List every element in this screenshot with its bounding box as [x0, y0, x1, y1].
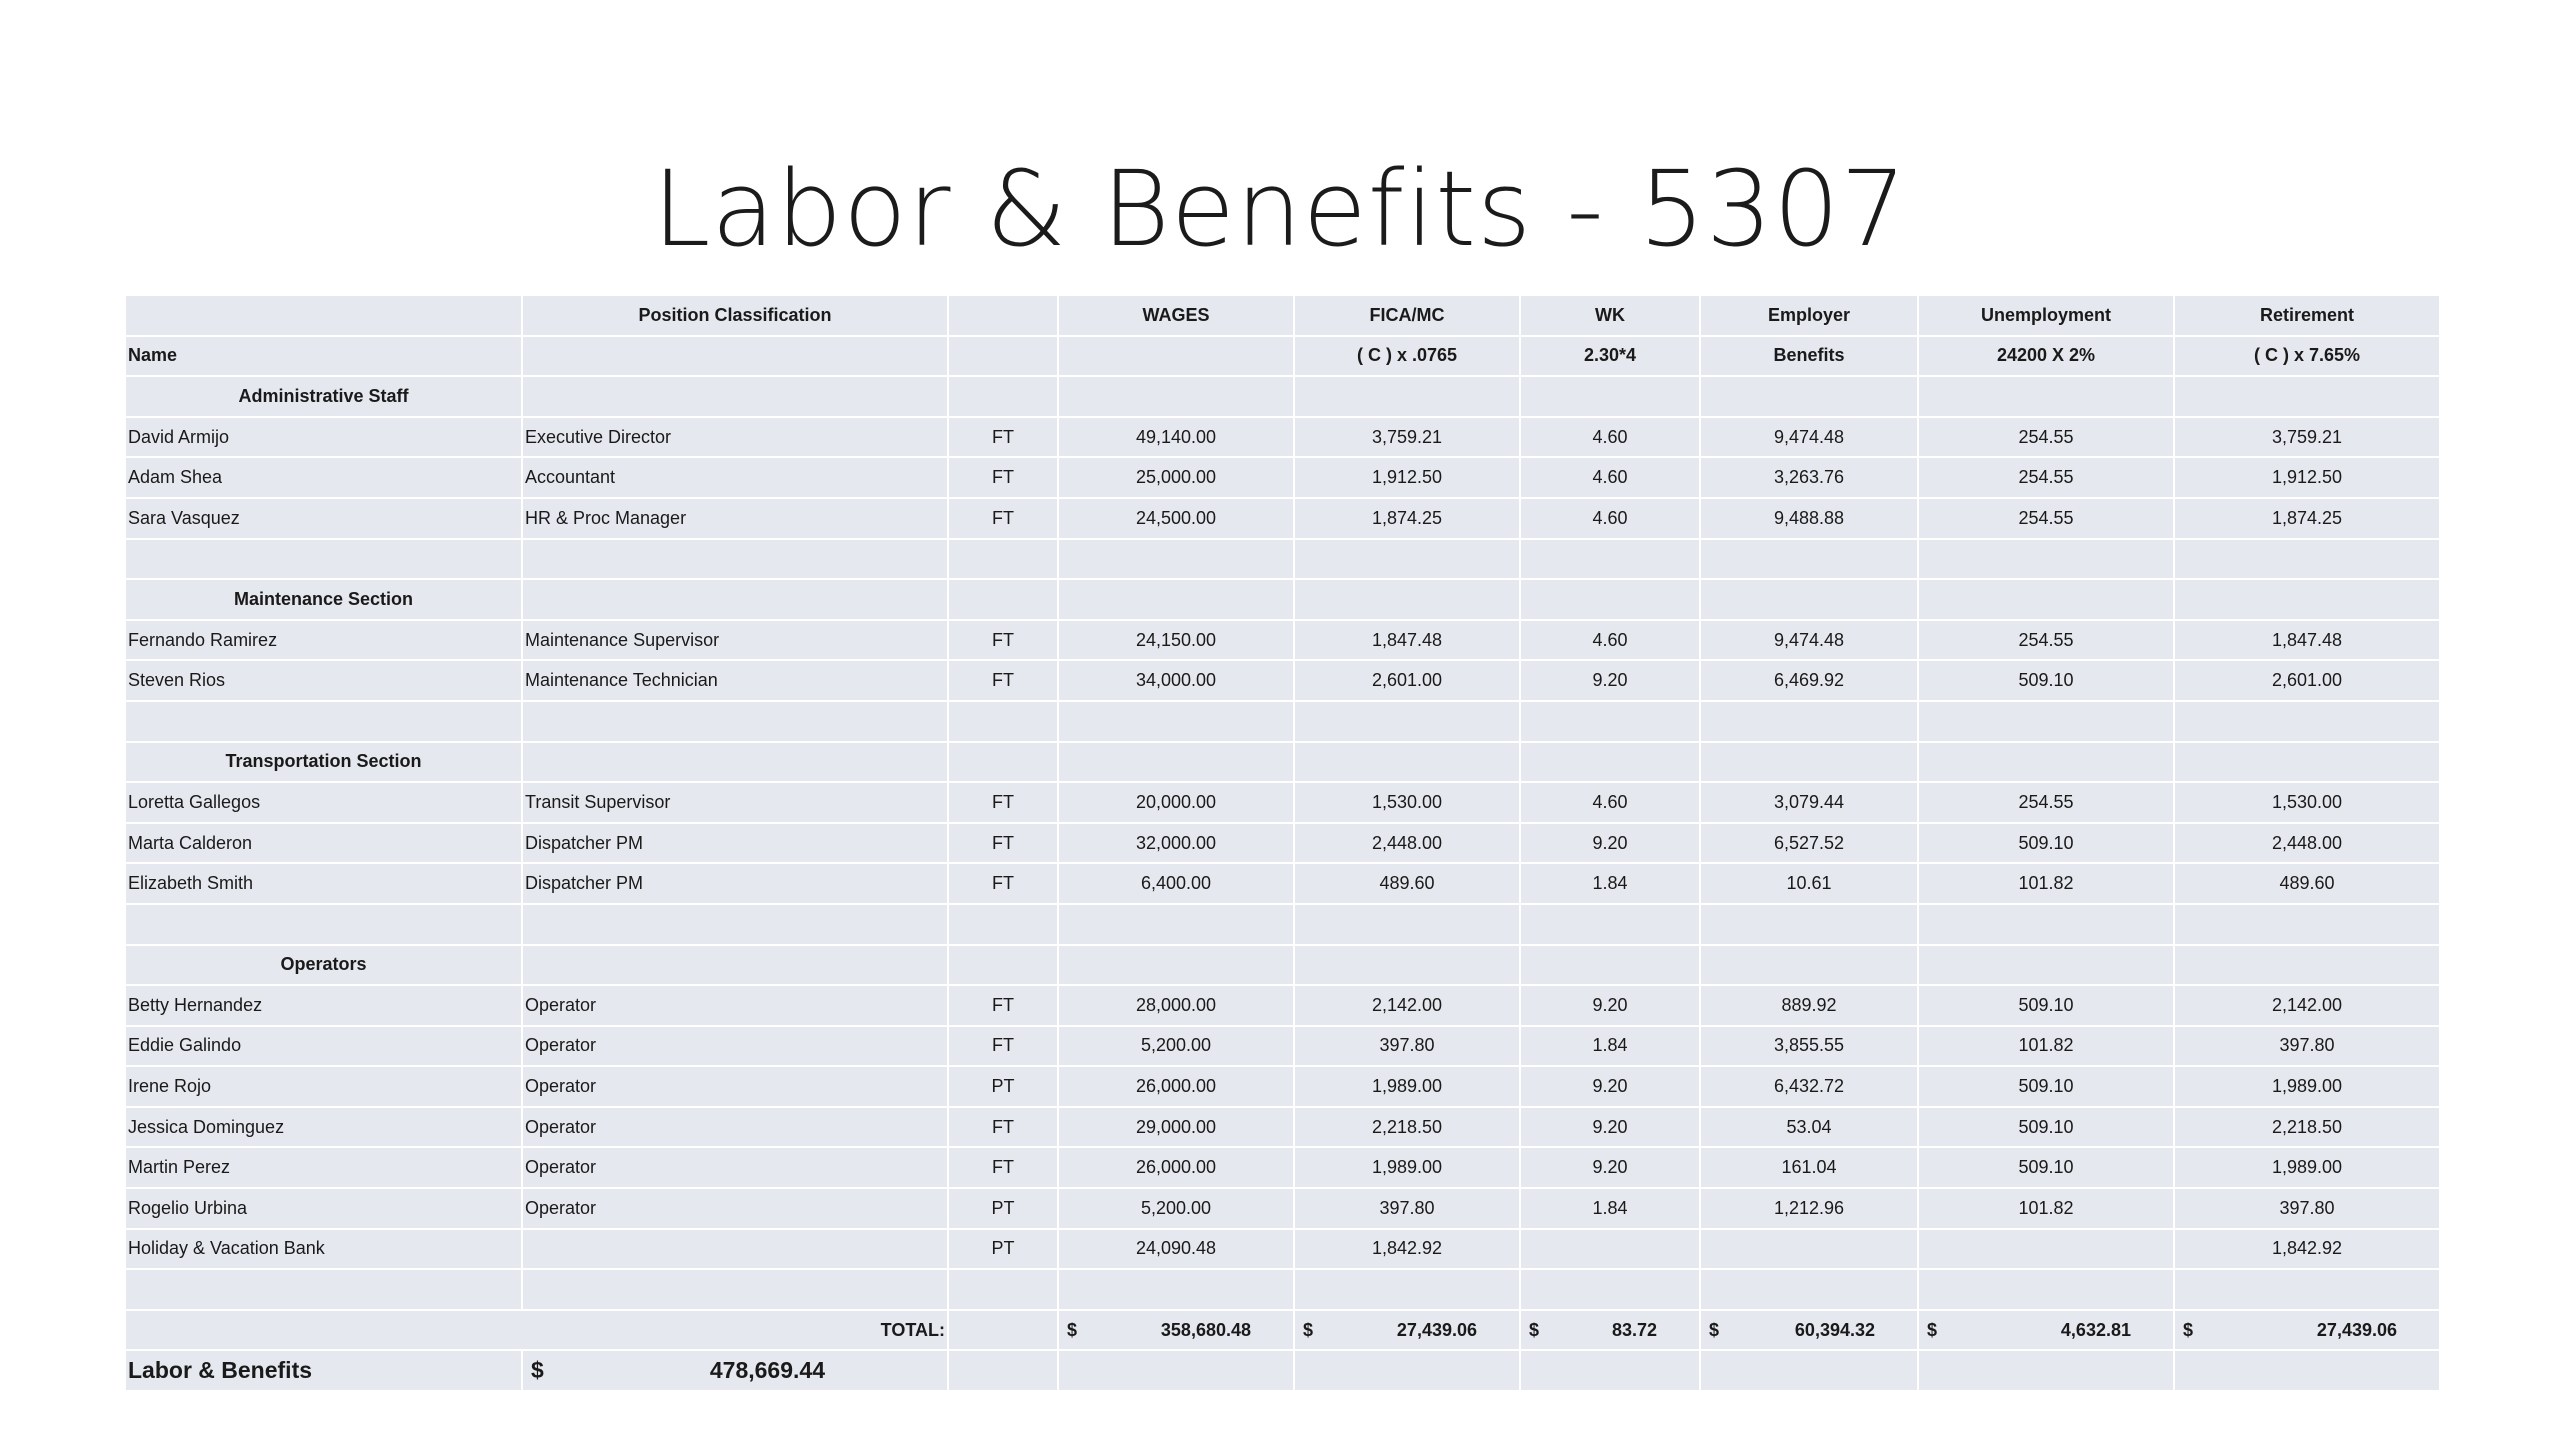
empty-cell [1294, 579, 1520, 620]
empty-cell [1058, 742, 1294, 783]
total-amount: 4,632.81 [2060, 1319, 2131, 1340]
table-row [126, 498, 2440, 539]
total-employer [1700, 1310, 1918, 1351]
cell-type: FT [948, 620, 1058, 661]
empty-cell [2174, 539, 2440, 580]
total-amount: 358,680.48 [1160, 1319, 1251, 1340]
empty-cell [948, 539, 1058, 580]
empty-cell [1700, 945, 1918, 986]
cell-wages: 34,000.00 [1058, 660, 1294, 701]
cell-type: FT [948, 823, 1058, 864]
cell-retirement: 1,989.00 [2174, 1066, 2440, 1107]
cell-wk: 9.20 [1520, 1147, 1700, 1188]
section-label: Transportation Section [126, 742, 522, 783]
cell-type: FT [948, 863, 1058, 904]
empty-cell [1918, 701, 2174, 742]
empty-cell [2174, 742, 2440, 783]
empty-cell [1918, 376, 2174, 417]
table-row [126, 1026, 2440, 1067]
total-amount: 83.72 [1611, 1319, 1657, 1340]
cell-wages: 6,400.00 [1058, 863, 1294, 904]
total-amount: 27,439.06 [2316, 1319, 2397, 1340]
empty-cell [1700, 742, 1918, 783]
cell-retirement: 2,601.00 [2174, 660, 2440, 701]
cell-fica: 397.80 [1294, 1188, 1520, 1229]
empty-cell [1918, 579, 2174, 620]
cell-fica: 2,142.00 [1294, 985, 1520, 1026]
cell-wk: 4.60 [1520, 457, 1700, 498]
empty-cell [1294, 904, 1520, 945]
table-row [126, 417, 2440, 458]
cell-unemployment: 509.10 [1918, 985, 2174, 1026]
empty-cell [1700, 539, 1918, 580]
cell-fica: 489.60 [1294, 863, 1520, 904]
empty-cell [1058, 904, 1294, 945]
section-header-row [126, 945, 2440, 986]
empty-cell [1520, 742, 1700, 783]
cell-unemployment: 254.55 [1918, 417, 2174, 458]
cell-wages: 29,000.00 [1058, 1107, 1294, 1148]
header-cell-fica: ( C ) x .0765 [1294, 336, 1520, 377]
cell-position: Operator [522, 1147, 948, 1188]
cell-employer: 9,488.88 [1700, 498, 1918, 539]
cell-retirement: 2,448.00 [2174, 823, 2440, 864]
empty-cell [1520, 1350, 1700, 1391]
cell-unemployment: 254.55 [1918, 498, 2174, 539]
cell-fica: 2,448.00 [1294, 823, 1520, 864]
cell-position: Dispatcher PM [522, 863, 948, 904]
cell-fica: 2,218.50 [1294, 1107, 1520, 1148]
cell-unemployment: 101.82 [1918, 863, 2174, 904]
cell-wk: 1.84 [1520, 1188, 1700, 1229]
cell-unemployment: 254.55 [1918, 620, 2174, 661]
empty-cell [1520, 376, 1700, 417]
cell-fica: 1,989.00 [1294, 1066, 1520, 1107]
empty-cell [1700, 376, 1918, 417]
empty-cell [948, 904, 1058, 945]
cell-type: PT [948, 1188, 1058, 1229]
cell-type: FT [948, 985, 1058, 1026]
table-row [126, 1229, 2440, 1270]
cell-retirement: 1,842.92 [2174, 1229, 2440, 1270]
header-cell-employer: Employer [1700, 296, 1918, 336]
cell-type: PT [948, 1229, 1058, 1270]
cell-employer: 9,474.48 [1700, 417, 1918, 458]
empty-cell [522, 945, 948, 986]
table-row [126, 985, 2440, 1026]
empty-cell [1700, 1269, 1918, 1310]
cell-unemployment [1918, 1229, 2174, 1270]
cell-name: David Armijo [126, 417, 522, 458]
spacer-row [126, 701, 2440, 742]
empty-cell [1700, 579, 1918, 620]
currency-sign: $ [1709, 1319, 1720, 1340]
cell-retirement: 1,847.48 [2174, 620, 2440, 661]
empty-cell [1520, 539, 1700, 580]
empty-cell [1294, 945, 1520, 986]
cell-type: FT [948, 417, 1058, 458]
cell-wages: 24,090.48 [1058, 1229, 1294, 1270]
cell-fica: 3,759.21 [1294, 417, 1520, 458]
empty-cell [1918, 1350, 2174, 1391]
table-row [126, 457, 2440, 498]
header-cell-wk: WK [1520, 296, 1700, 336]
cell-retirement: 3,759.21 [2174, 417, 2440, 458]
cell-employer: 6,527.52 [1700, 823, 1918, 864]
cell-position: HR & Proc Manager [522, 498, 948, 539]
header-row-1 [126, 296, 2440, 336]
cell-unemployment: 509.10 [1918, 823, 2174, 864]
empty-cell [1294, 701, 1520, 742]
header-cell-position: Position Classification [522, 296, 948, 336]
empty-cell [1058, 1350, 1294, 1391]
empty-cell [126, 904, 522, 945]
cell-fica: 397.80 [1294, 1026, 1520, 1067]
cell-type: FT [948, 1026, 1058, 1067]
cell-wk: 1.84 [1520, 1026, 1700, 1067]
cell-position: Operator [522, 1026, 948, 1067]
cell-name: Martin Perez [126, 1147, 522, 1188]
empty-cell [2174, 945, 2440, 986]
empty-cell [522, 376, 948, 417]
summary-row [126, 1350, 2440, 1391]
empty-cell [1294, 376, 1520, 417]
table-row [126, 1147, 2440, 1188]
empty-cell [1520, 945, 1700, 986]
cell-type: FT [948, 660, 1058, 701]
empty-cell [948, 742, 1058, 783]
empty-cell [126, 539, 522, 580]
cell-employer: 3,079.44 [1700, 782, 1918, 823]
cell-position: Operator [522, 985, 948, 1026]
cell-employer: 161.04 [1700, 1147, 1918, 1188]
cell-position: Maintenance Supervisor [522, 620, 948, 661]
empty-cell [1918, 1269, 2174, 1310]
cell-unemployment: 254.55 [1918, 782, 2174, 823]
currency-sign: $ [1529, 1319, 1540, 1340]
cell-fica: 1,847.48 [1294, 620, 1520, 661]
empty-cell [1700, 904, 1918, 945]
empty-cell [1918, 742, 2174, 783]
empty-cell [2174, 1269, 2440, 1310]
summary-value [522, 1350, 948, 1391]
section-header-row [126, 579, 2440, 620]
cell-unemployment: 509.10 [1918, 1066, 2174, 1107]
cell-position: Maintenance Technician [522, 660, 948, 701]
cell-name: Jessica Dominguez [126, 1107, 522, 1148]
table-row [126, 620, 2440, 661]
table-row [126, 823, 2440, 864]
cell-fica: 1,874.25 [1294, 498, 1520, 539]
spacer-row [126, 904, 2440, 945]
total-amount: 60,394.32 [1794, 1319, 1875, 1340]
empty-cell [522, 701, 948, 742]
empty-cell [522, 1269, 948, 1310]
total-label: TOTAL: [126, 1310, 948, 1351]
cell-wk [1520, 1229, 1700, 1270]
cell-wk: 4.60 [1520, 620, 1700, 661]
cell-unemployment: 509.10 [1918, 1107, 2174, 1148]
cell-wages: 25,000.00 [1058, 457, 1294, 498]
section-label: Maintenance Section [126, 579, 522, 620]
total-amount: 27,439.06 [1396, 1319, 1477, 1340]
cell-type: FT [948, 457, 1058, 498]
spacer-row [126, 1269, 2440, 1310]
total-unemployment [1918, 1310, 2174, 1351]
empty-cell [2174, 376, 2440, 417]
section-label: Administrative Staff [126, 376, 522, 417]
cell-retirement: 397.80 [2174, 1188, 2440, 1229]
cell-position: Executive Director [522, 417, 948, 458]
total-retirement [2174, 1310, 2440, 1351]
cell-retirement: 1,530.00 [2174, 782, 2440, 823]
cell-wk: 9.20 [1520, 1107, 1700, 1148]
cell-position: Operator [522, 1066, 948, 1107]
cell-wk: 9.20 [1520, 1066, 1700, 1107]
cell-name: Adam Shea [126, 457, 522, 498]
empty-cell [1520, 1269, 1700, 1310]
empty-cell [2174, 701, 2440, 742]
cell-employer: 1,212.96 [1700, 1188, 1918, 1229]
table-row [126, 1107, 2440, 1148]
cell-employer: 3,263.76 [1700, 457, 1918, 498]
cell-name: Elizabeth Smith [126, 863, 522, 904]
cell-retirement: 1,989.00 [2174, 1147, 2440, 1188]
cell-type: FT [948, 1147, 1058, 1188]
empty-cell [522, 539, 948, 580]
empty-cell [126, 701, 522, 742]
empty-cell [1058, 539, 1294, 580]
cell-employer: 6,432.72 [1700, 1066, 1918, 1107]
currency-sign: $ [2183, 1319, 2194, 1340]
header-cell-type [948, 336, 1058, 377]
empty-cell [948, 1269, 1058, 1310]
header-cell-wk: 2.30*4 [1520, 336, 1700, 377]
cell-type: FT [948, 498, 1058, 539]
empty-cell [2174, 1350, 2440, 1391]
cell-retirement: 489.60 [2174, 863, 2440, 904]
table-row [126, 660, 2440, 701]
header-cell-wages [1058, 336, 1294, 377]
cell-unemployment: 509.10 [1918, 1147, 2174, 1188]
empty-cell [948, 1310, 1058, 1351]
empty-cell [948, 945, 1058, 986]
cell-name: Betty Hernandez [126, 985, 522, 1026]
header-cell-fica: FICA/MC [1294, 296, 1520, 336]
cell-employer: 6,469.92 [1700, 660, 1918, 701]
empty-cell [2174, 904, 2440, 945]
cell-wages: 5,200.00 [1058, 1026, 1294, 1067]
cell-type: FT [948, 1107, 1058, 1148]
empty-cell [522, 579, 948, 620]
empty-cell [1918, 945, 2174, 986]
table-row [126, 1066, 2440, 1107]
cell-retirement: 1,912.50 [2174, 457, 2440, 498]
currency-sign: $ [1067, 1319, 1078, 1340]
cell-retirement: 2,218.50 [2174, 1107, 2440, 1148]
cell-employer: 3,855.55 [1700, 1026, 1918, 1067]
cell-employer: 9,474.48 [1700, 620, 1918, 661]
cell-name: Holiday & Vacation Bank [126, 1229, 522, 1270]
total-fica [1294, 1310, 1520, 1351]
cell-position: Operator [522, 1188, 948, 1229]
cell-wages: 28,000.00 [1058, 985, 1294, 1026]
currency-sign: $ [1927, 1319, 1938, 1340]
currency-sign: $ [1303, 1319, 1314, 1340]
section-header-row [126, 742, 2440, 783]
total-wk [1520, 1310, 1700, 1351]
cell-name: Fernando Ramirez [126, 620, 522, 661]
summary-label: Labor & Benefits [126, 1350, 522, 1391]
empty-cell [1520, 701, 1700, 742]
empty-cell [1700, 701, 1918, 742]
cell-retirement: 2,142.00 [2174, 985, 2440, 1026]
cell-unemployment: 101.82 [1918, 1026, 2174, 1067]
empty-cell [1700, 1350, 1918, 1391]
summary-amount: 478,669.44 [709, 1357, 825, 1384]
cell-wages: 24,150.00 [1058, 620, 1294, 661]
cell-wk: 9.20 [1520, 660, 1700, 701]
cell-type: PT [948, 1066, 1058, 1107]
cell-name: Rogelio Urbina [126, 1188, 522, 1229]
slide-title: Labor & Benefits - 5307 [652, 148, 1908, 270]
cell-fica: 1,530.00 [1294, 782, 1520, 823]
table-row [126, 1188, 2440, 1229]
cell-unemployment: 509.10 [1918, 660, 2174, 701]
cell-name: Irene Rojo [126, 1066, 522, 1107]
cell-wk: 4.60 [1520, 782, 1700, 823]
cell-name: Sara Vasquez [126, 498, 522, 539]
labor-benefits-table [126, 296, 2441, 1392]
cell-fica: 2,601.00 [1294, 660, 1520, 701]
empty-cell [948, 579, 1058, 620]
cell-name: Loretta Gallegos [126, 782, 522, 823]
cell-fica: 1,912.50 [1294, 457, 1520, 498]
cell-wk: 1.84 [1520, 863, 1700, 904]
empty-cell [1520, 579, 1700, 620]
cell-position: Operator [522, 1107, 948, 1148]
cell-wages: 5,200.00 [1058, 1188, 1294, 1229]
empty-cell [126, 1269, 522, 1310]
empty-cell [1520, 904, 1700, 945]
cell-position: Transit Supervisor [522, 782, 948, 823]
cell-wages: 32,000.00 [1058, 823, 1294, 864]
empty-cell [2174, 579, 2440, 620]
cell-wk: 4.60 [1520, 498, 1700, 539]
cell-retirement: 397.80 [2174, 1026, 2440, 1067]
cell-unemployment: 254.55 [1918, 457, 2174, 498]
empty-cell [1918, 904, 2174, 945]
empty-cell [1294, 539, 1520, 580]
cell-retirement: 1,874.25 [2174, 498, 2440, 539]
header-cell-wages: WAGES [1058, 296, 1294, 336]
cell-fica: 1,842.92 [1294, 1229, 1520, 1270]
empty-cell [1058, 945, 1294, 986]
table-row [126, 782, 2440, 823]
empty-cell [522, 742, 948, 783]
cell-type: FT [948, 782, 1058, 823]
empty-cell [1058, 376, 1294, 417]
cell-position: Dispatcher PM [522, 823, 948, 864]
header-cell-position [522, 336, 948, 377]
empty-cell [522, 904, 948, 945]
header-cell-unemployment: Unemployment [1918, 296, 2174, 336]
header-cell-unemployment: 24200 X 2% [1918, 336, 2174, 377]
header-cell-type [948, 296, 1058, 336]
header-cell-retirement: Retirement [2174, 296, 2440, 336]
header-row-2 [126, 336, 2440, 377]
empty-cell [948, 701, 1058, 742]
section-header-row [126, 376, 2440, 417]
header-cell-employer: Benefits [1700, 336, 1918, 377]
empty-cell [1058, 701, 1294, 742]
cell-wages: 20,000.00 [1058, 782, 1294, 823]
cell-name: Marta Calderon [126, 823, 522, 864]
cell-position: Accountant [522, 457, 948, 498]
empty-cell [1058, 1269, 1294, 1310]
cell-wages: 24,500.00 [1058, 498, 1294, 539]
table-row [126, 863, 2440, 904]
total-wages [1058, 1310, 1294, 1351]
cell-name: Steven Rios [126, 660, 522, 701]
header-cell-retirement: ( C ) x 7.65% [2174, 336, 2440, 377]
cell-wk: 9.20 [1520, 823, 1700, 864]
cell-wages: 26,000.00 [1058, 1147, 1294, 1188]
header-cell-name [126, 296, 522, 336]
currency-sign: $ [531, 1357, 544, 1384]
cell-employer: 10.61 [1700, 863, 1918, 904]
cell-position [522, 1229, 948, 1270]
empty-cell [1058, 579, 1294, 620]
cell-wages: 26,000.00 [1058, 1066, 1294, 1107]
cell-unemployment: 101.82 [1918, 1188, 2174, 1229]
cell-wages: 49,140.00 [1058, 417, 1294, 458]
totals-row [126, 1310, 2440, 1351]
cell-wk: 9.20 [1520, 985, 1700, 1026]
empty-cell [1294, 742, 1520, 783]
section-label: Operators [126, 945, 522, 986]
cell-employer: 889.92 [1700, 985, 1918, 1026]
cell-name: Eddie Galindo [126, 1026, 522, 1067]
header-cell-name: Name [126, 336, 522, 377]
empty-cell [948, 1350, 1058, 1391]
empty-cell [948, 376, 1058, 417]
cell-fica: 1,989.00 [1294, 1147, 1520, 1188]
empty-cell [1918, 539, 2174, 580]
cell-wk: 4.60 [1520, 417, 1700, 458]
spacer-row [126, 539, 2440, 580]
empty-cell [1294, 1269, 1520, 1310]
cell-employer [1700, 1229, 1918, 1270]
cell-employer: 53.04 [1700, 1107, 1918, 1148]
empty-cell [1294, 1350, 1520, 1391]
